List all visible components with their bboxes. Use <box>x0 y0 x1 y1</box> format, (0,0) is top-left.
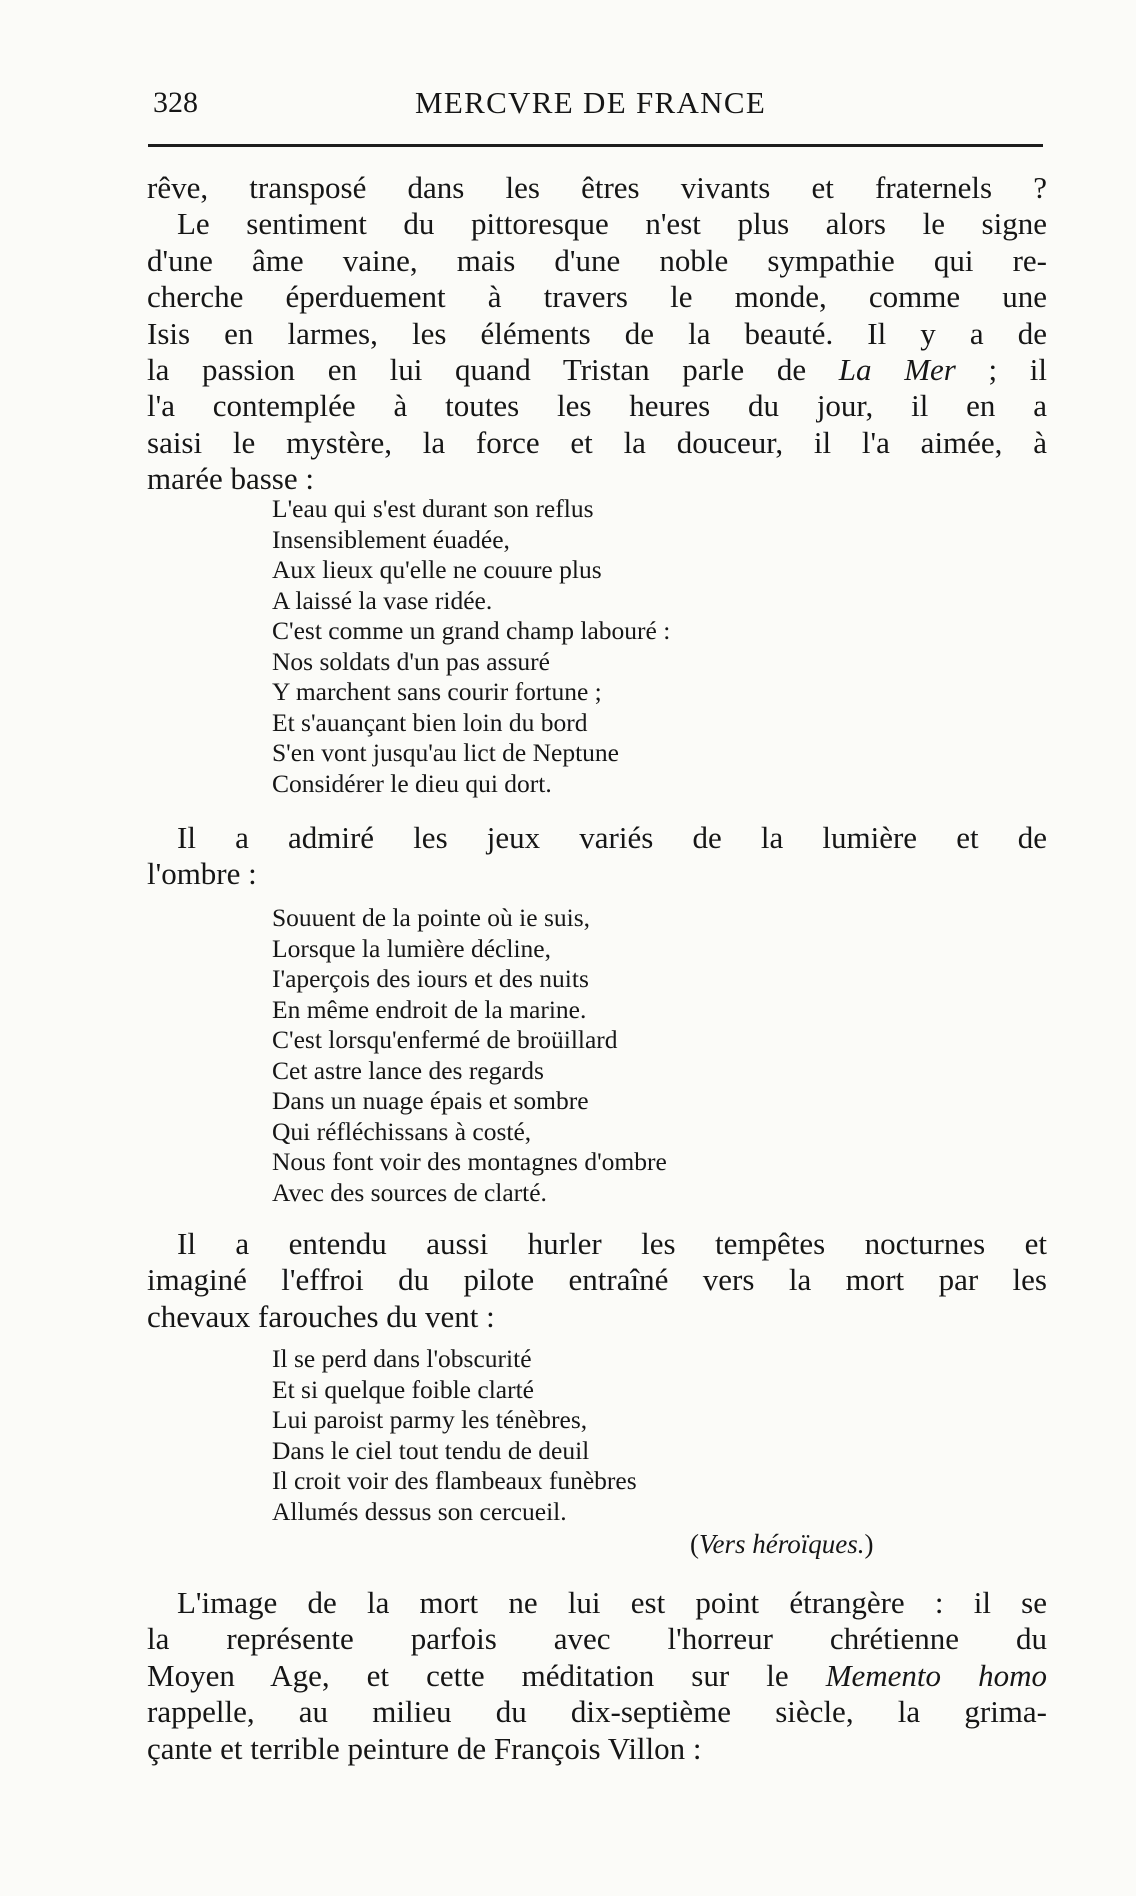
verse-line: Y marchent sans courir fortune ; <box>272 677 602 706</box>
running-head: MERCVRE DE FRANCE <box>415 85 767 120</box>
page-header <box>148 86 1043 126</box>
verse-line: Aux lieux qu'elle ne couure plus <box>272 555 602 584</box>
citation-close: ) <box>864 1529 874 1559</box>
text-line: l'a contemplée à toutes les heures du jour, il en a <box>147 388 1047 424</box>
verse-line: Dans le ciel tout tendu de deuil <box>272 1435 590 1465</box>
text-fragment: ; il <box>955 352 1048 388</box>
verse-line: Il croit voir des flambeaux funèbres <box>272 1466 637 1495</box>
verse-line: L'eau qui s'est durant son reflus <box>272 494 594 523</box>
paragraph-3 <box>147 1226 1047 1335</box>
verse-line: Qui réfléchissans à costé, <box>272 1116 532 1146</box>
verse-line: Considérer le dieu qui dort. <box>272 768 552 798</box>
verse-line: I'aperçois des iours et des nuits <box>272 964 589 993</box>
verse-line: Et si quelque foible clarté <box>272 1374 534 1404</box>
verse-line: Insensiblement éuadée, <box>272 524 510 554</box>
text-fragment: la passion en lui quand Tristan parle de <box>147 352 807 388</box>
text-line: Il a admiré les jeux variés de la lumière et de <box>177 820 1047 855</box>
verse-line: Souuent de la pointe où ie suis, <box>272 903 591 932</box>
verse-line: Et s'auançant bien loin du bord <box>272 707 588 737</box>
verse-line: En même endroit de la marine. <box>272 994 587 1024</box>
verse-line: Cet astre lance des regards <box>272 1055 544 1085</box>
text-line: Il a entendu aussi hurler les tempêtes nocturnes et <box>177 1226 1047 1261</box>
text-line: rappelle, au milieu du dix-septième siècle, la grima- <box>147 1694 1047 1730</box>
italic-title: La Mer <box>838 352 956 388</box>
text-line: marée basse : <box>147 461 314 497</box>
page-number: 328 <box>153 86 198 119</box>
verse-line: C'est comme un grand champ labouré : <box>272 616 671 645</box>
italic-title: Memento homo <box>825 1657 1047 1693</box>
citation-title: Vers héroïques. <box>699 1529 865 1559</box>
text-line: imaginé l'effroi du pilote entraîné vers la mort par les <box>147 1262 1047 1298</box>
verse-line: Nous font voir des montagnes d'ombre <box>272 1147 667 1176</box>
paragraph-4 <box>147 1585 1047 1767</box>
text-line: Isis en larmes, les éléments de la beauté. Il y a de <box>147 315 1047 351</box>
text-line: Le sentiment du pittoresque n'est plus alors le signe <box>177 206 1047 242</box>
verse-line: Allumés dessus son cercueil. <box>272 1496 567 1526</box>
verse-line: Avec des sources de clarté. <box>272 1177 547 1207</box>
poem-3 <box>272 1344 637 1527</box>
verse-line: Lorsque la lumière décline, <box>272 933 551 963</box>
text-line-with-title <box>147 352 1047 388</box>
text-line: çante et terrible peinture de François Villon : <box>147 1730 702 1766</box>
text-line: d'une âme vaine, mais d'une noble sympathie qui re- <box>147 242 1047 278</box>
paragraph-1 <box>147 170 1047 498</box>
text-fragment: Moyen Age, et cette méditation sur le <box>147 1657 789 1693</box>
text-line: cherche éperduement à travers le monde, comme une <box>147 279 1047 315</box>
text-line-with-title <box>147 1658 1047 1694</box>
paragraph-2 <box>147 820 1047 893</box>
verse-line: A laissé la vase ridée. <box>272 585 493 615</box>
verse-line: Dans un nuage épais et sombre <box>272 1086 589 1115</box>
text-line: saisi le mystère, la force et la douceur, il l'a aimée, à <box>147 424 1047 460</box>
poem-citation <box>690 1528 873 1560</box>
citation-open: ( <box>690 1529 699 1559</box>
poem-1 <box>272 494 670 799</box>
text-line: L'image de la mort ne lui est point étrangère : il se <box>177 1585 1047 1620</box>
verse-line: S'en vont jusqu'au lict de Neptune <box>272 738 620 767</box>
header-rule <box>148 144 1043 147</box>
text-line: la représente parfois avec l'horreur chrétienne du <box>147 1621 1047 1657</box>
poem-2 <box>272 903 667 1208</box>
verse-line: C'est lorsqu'enfermé de broüillard <box>272 1025 618 1054</box>
verse-line: Nos soldats d'un pas assuré <box>272 646 550 676</box>
verse-line: Lui paroist parmy les ténèbres, <box>272 1405 588 1434</box>
text-line: rêve, transposé dans les êtres vivants et fraternels ? <box>147 170 1047 205</box>
text-line: chevaux farouches du vent : <box>147 1298 495 1334</box>
verse-line: Il se perd dans l'obscurité <box>272 1344 532 1373</box>
text-line: l'ombre : <box>147 856 257 892</box>
